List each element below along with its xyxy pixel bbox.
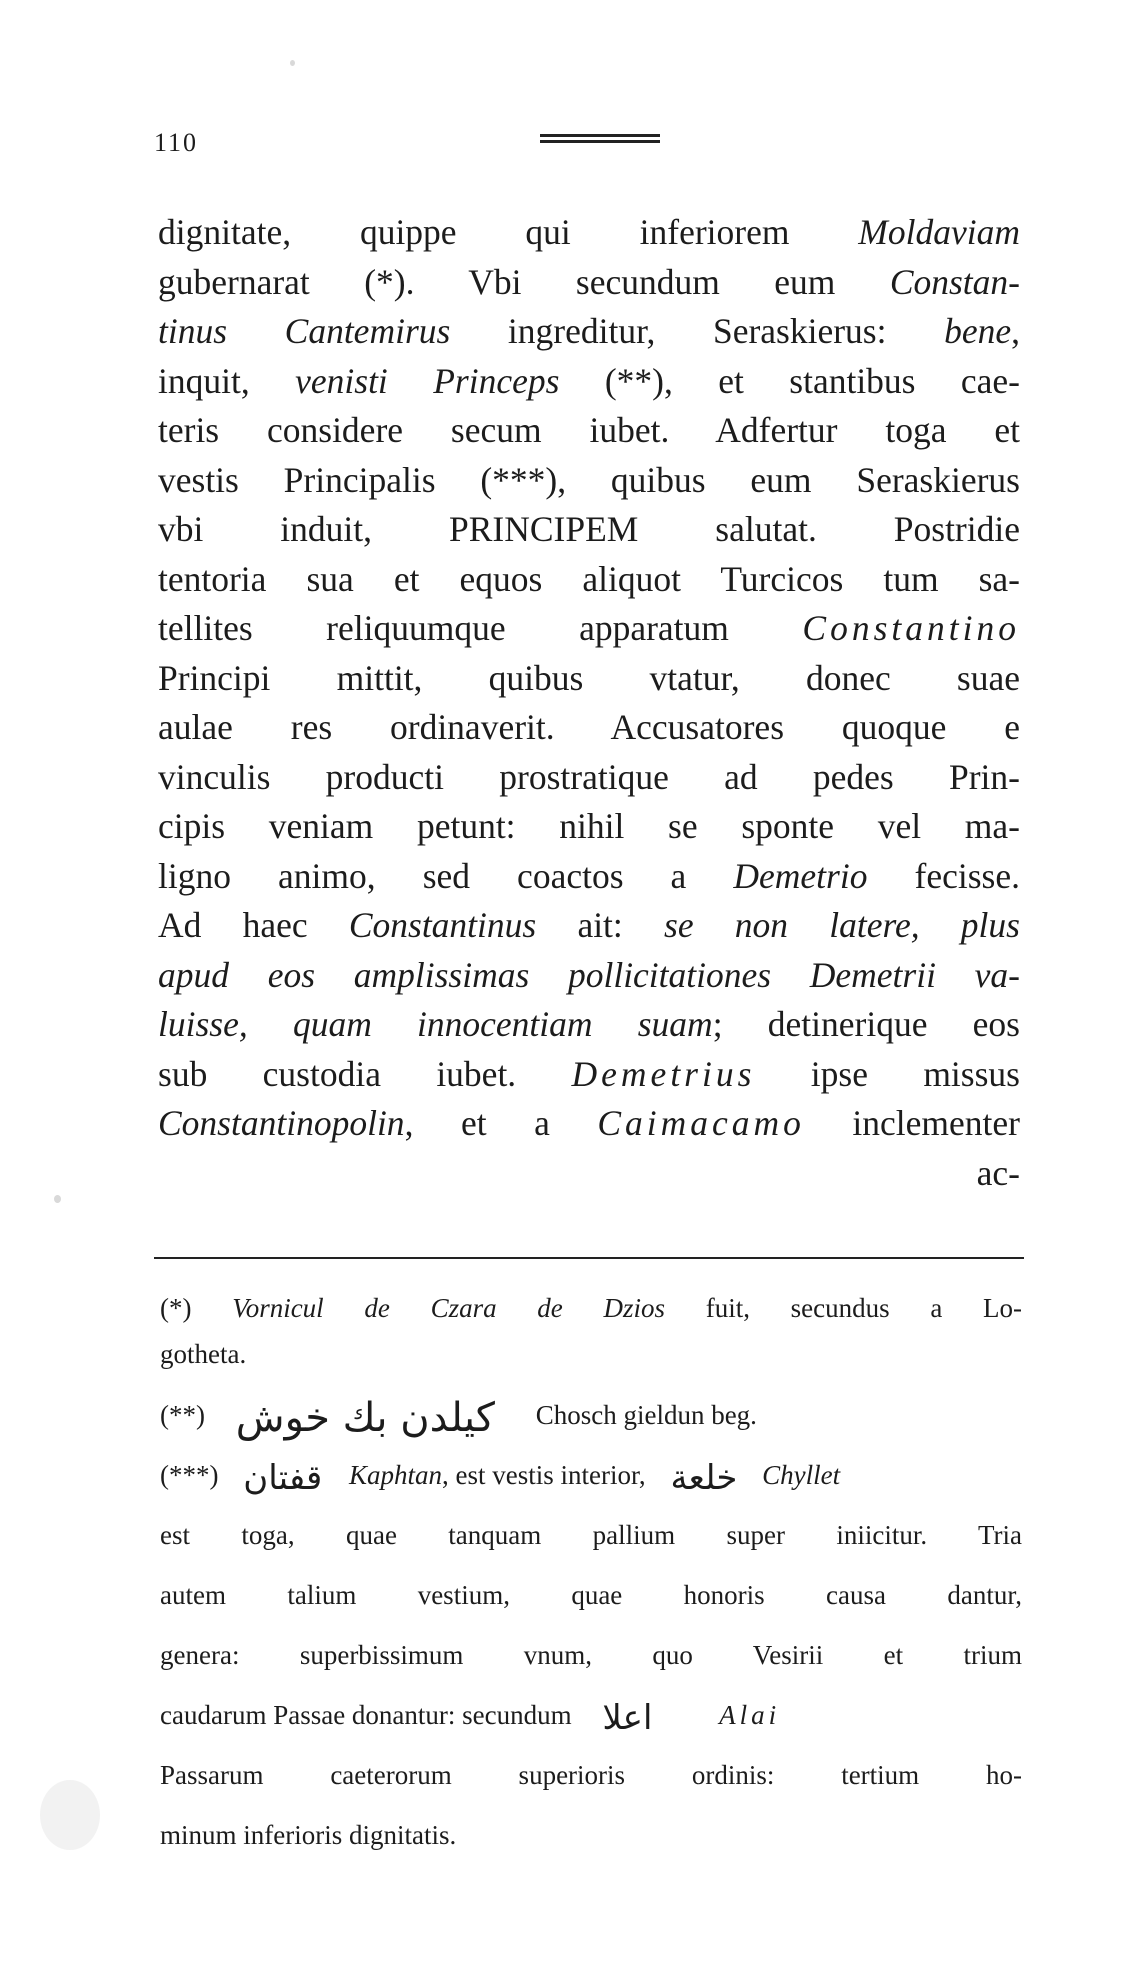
text-line <box>158 802 1020 852</box>
text-line <box>158 852 1020 902</box>
text-run: teris considere secum iubet. Adfertur toga et <box>158 410 1020 450</box>
footnote-2-text: Chosch gieldun beg. <box>535 1400 757 1430</box>
footnote-3-line <box>160 1445 1022 1505</box>
text-run: inclementer <box>804 1103 1020 1143</box>
text-line <box>158 901 1020 951</box>
footnote-3-mid-text: , est vestis interior, <box>442 1460 646 1490</box>
text-run: , et a <box>404 1103 598 1143</box>
italic-run: apud eos amplissimas pollicitationes Demetrii va- <box>158 954 1020 995</box>
text-run: ipse missus <box>755 1053 1020 1094</box>
paper-speck <box>54 1195 61 1203</box>
text-run: vinculis producti prostratique ad pedes Prin- <box>158 756 1020 797</box>
text-run: ait: <box>536 905 664 945</box>
text-run: aulae res ordinaverit. Accusatores quoque e <box>158 707 1020 747</box>
italic-run: Constan- <box>889 261 1020 302</box>
text-run: ingreditur, Seraskierus: <box>450 311 945 351</box>
text-line <box>158 753 1020 803</box>
text-run: ac- <box>976 1152 1020 1193</box>
footnote-divider <box>154 1257 1024 1259</box>
italic-run: Demetrio <box>733 855 868 896</box>
footnote-3-line <box>160 1805 1022 1865</box>
text-line <box>158 307 1020 357</box>
text-line <box>158 258 1020 308</box>
text-run: gubernarat (*). Vbi secundum eum <box>158 261 890 302</box>
text-run: inquit, <box>158 360 296 401</box>
italic-run: Caimacamo <box>597 1103 805 1143</box>
italic-run: Constantinus <box>348 905 537 945</box>
text-run: dignitate, quippe qui inferiorem <box>158 212 859 252</box>
text-line <box>158 406 1020 456</box>
italic-run: Constantinopolin <box>158 1103 405 1143</box>
footnote-3-line <box>160 1745 1022 1805</box>
italic-run: luisse, quam innocentiam suam <box>158 1004 713 1044</box>
paper-speck <box>290 60 295 66</box>
footnote-3-marker: (***) <box>160 1460 219 1490</box>
footnote-3-line <box>160 1565 1022 1625</box>
footnote-1-line <box>160 1331 1022 1377</box>
text-run: ; detinerique eos <box>712 1004 1020 1044</box>
text-line <box>158 1149 1020 1199</box>
text-run: , <box>1011 311 1020 351</box>
text-run: tellites reliquumque apparatum <box>158 608 803 648</box>
footnote-3-line <box>160 1625 1022 1685</box>
text-run: (*) <box>160 1293 233 1323</box>
text-line <box>158 555 1020 605</box>
main-text <box>158 208 1020 1198</box>
footnote-3-word-kaphtan: Kaphtan <box>349 1460 443 1490</box>
text-run: est toga, quae tanquam pallium super iniicitur. Tria <box>160 1520 1022 1550</box>
footnote-3-arabic-alai: اعلا <box>602 1697 653 1738</box>
footnote-3-line5-text: caudarum Passae donantur: secundum <box>160 1700 572 1730</box>
paper-speck <box>40 1780 100 1850</box>
footnote-2-marker: (**) <box>160 1400 205 1430</box>
text-run: fuit, secundus a Lo- <box>665 1293 1022 1323</box>
text-line <box>158 604 1020 654</box>
text-run: genera: superbissimum vnum, quo Vesirii et trium <box>160 1640 1022 1670</box>
text-line <box>158 1050 1020 1100</box>
text-line <box>158 1099 1020 1149</box>
text-run: sub custodia iubet. <box>158 1053 572 1094</box>
text-run: (**), et stantibus cae- <box>559 360 1020 401</box>
italic-run: tinus Cantemirus <box>158 311 451 351</box>
text-line <box>158 456 1020 506</box>
italic-run: venisti Princeps <box>295 360 560 401</box>
text-run: vbi induit, PRINCIPEM salutat. Postridie <box>158 509 1020 549</box>
text-line <box>158 208 1020 258</box>
italic-run: Moldaviam <box>858 212 1020 252</box>
footnote-1-line <box>160 1285 1022 1331</box>
text-line <box>158 1000 1020 1050</box>
text-line <box>158 357 1020 407</box>
footnote-3-line <box>160 1685 1022 1745</box>
footnote-3-line <box>160 1505 1022 1565</box>
text-run: Ad haec <box>158 905 349 945</box>
text-run: Principi mittit, quibus vtatur, donec suae <box>158 657 1020 698</box>
page-number: 110 <box>154 128 199 157</box>
italic-run: se non latere, plus <box>664 905 1020 945</box>
header-ornament-rule <box>540 134 660 146</box>
text-run: tentoria sua et equos aliquot Turcicos tum sa- <box>158 558 1020 599</box>
footnote-3-arabic-kaphtan: قفتان <box>243 1457 323 1498</box>
text-line <box>158 505 1020 555</box>
italic-run: Vornicul de Czara de Dzios <box>232 1293 665 1323</box>
text-run: gotheta. <box>160 1339 247 1369</box>
footnotes <box>160 1285 1022 1865</box>
italic-run: Constantino <box>802 608 1020 648</box>
text-line <box>158 951 1020 1001</box>
text-run: fecisse. <box>867 855 1020 896</box>
footnote-3-arabic-chyllet: خلعة <box>670 1457 738 1498</box>
text-run: minum inferioris dignitatis. <box>160 1820 457 1850</box>
footnote-2 <box>160 1385 1022 1445</box>
footnote-3-word-alai: Alai <box>719 1700 781 1730</box>
text-run: cipis veniam petunt: nihil se sponte vel ma- <box>158 806 1020 846</box>
text-run: ligno animo, sed coactos a <box>158 855 734 896</box>
text-line <box>158 654 1020 704</box>
italic-run: Demetrius <box>571 1053 756 1094</box>
footnote-2-arabic: کیلدن بك خوش <box>235 1394 495 1441</box>
text-run: vestis Principalis (***), quibus eum Seraskierus <box>158 459 1020 500</box>
text-run: autem talium vestium, quae honoris causa dantur, <box>160 1580 1022 1610</box>
italic-run: bene <box>944 311 1012 351</box>
text-run: Passarum caeterorum superioris ordinis: tertium ho- <box>160 1760 1022 1790</box>
text-line <box>158 703 1020 753</box>
footnote-3-word-chyllet: Chyllet <box>762 1460 841 1490</box>
